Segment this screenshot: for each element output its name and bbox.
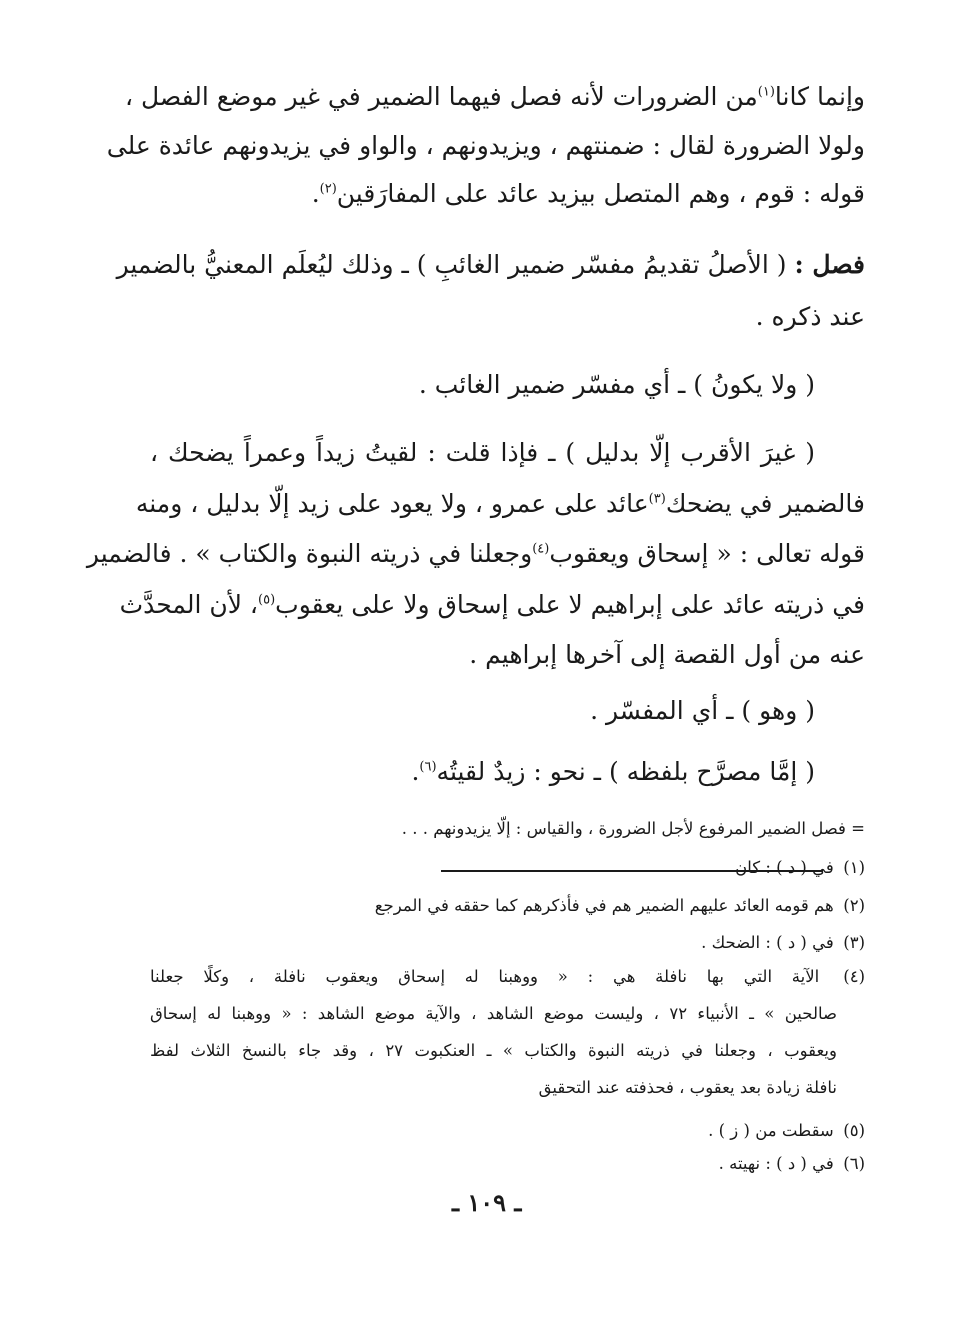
footnote-item-continued: صالحين » ـ الأنبياء ٧٢ ، وليست موضع الشاهد ، والآية موضع الشاهد : « ووهبنا له إسحاق (150, 1004, 838, 1023)
text-line: وإنما كانا$^{(١)}$من الضرورات لأنه فصل فيهما الضمير في غير موضع الفصل ، (124, 82, 865, 111)
footnote-continuation: = فصل الضمير المرفوع لأجل الضرورة ، والقياس : إلّا يزيدونهم . . . (401, 819, 865, 838)
text-line: عنه من أول القصة إلى آخرها إبراهيم . (469, 640, 865, 669)
footnote-item: (٣) في ( د ) : الضحك . (701, 933, 865, 952)
footnote-ref: (٤) (532, 541, 550, 557)
footnote-item: (٥) سقطت من ( ز ) . (708, 1121, 865, 1140)
section-heading-line: فصل : ( الأصلُ تقديمُ مفسّر ضمير الغائبِ ) ـ وذلك ليُعلَم المعنيُّ بالضمير (116, 250, 865, 279)
text-line: في ذريته عائد على إبراهيم لا على إسحاق ولا على يعقوب$^{(٥)}$، لأن المحدَّث (119, 590, 865, 619)
text-line: فالضمير في يضحك$^{(٣)}$عائد على عمرو ، ولا يعود على زيد إلّا بدليل ، ومنه (135, 489, 865, 518)
footnote-item-continued: نافلة زيادة بعد يعقوب ، فحذفته عند التحقيق (538, 1078, 837, 1097)
text-line: ( ولا يكونُ ) ـ أي مفسّر ضمير الغائب . (418, 370, 815, 399)
footnote-item: (١) في ( د ) : كان (735, 858, 865, 877)
footnote-item: (٢) هم قومه العائد عليهم الضمير هم في فأذكرهم كما حققه في المرجع (374, 896, 865, 915)
page-number: ـ ١٠٩ ـ (452, 1188, 522, 1217)
footnote-item-continued: ويعقوب ، وجعلنا في ذريته النبوة والكتاب » ـ العنكبوت ٢٧ ، وقد جاء بالنسخ الثلاث لفظ (150, 1041, 837, 1060)
text-line: ( غيرَ الأقرب إلّا بدليل ) ـ فإذا قلت : لقيتُ زيداً وعمراً يضحك ، (150, 438, 815, 467)
footnote-ref: (٢) (319, 181, 337, 197)
footnote-ref: (٣) (648, 491, 666, 507)
footnote-item: (٦) في ( د ) : نهيته . (718, 1154, 865, 1173)
text-line: عند ذكره . (755, 302, 865, 331)
footnote-item: (٤) الآية التي بها نافلة هي : « ووهبنا له إسحاق ويعقوب نافلة ، وكلًا جعلنا (150, 967, 865, 986)
text-line: ( وهو ) ـ أي المفسّر . (590, 696, 815, 725)
text-line: ولولا الضرورة لقال : ضمنتهم ، ويزيدونهم ، والواو في يزيدونهم عائدة على (106, 131, 865, 160)
text-line: قوله تعالى : « إسحاق ويعقوب$^{(٤)}$وجعلنا في ذريته النبوة والكتاب » . فالضمير (86, 539, 865, 568)
section-label: فصل : (794, 250, 865, 279)
footnote-ref: (٦) (419, 759, 437, 775)
footnote-ref: (١) (757, 84, 775, 100)
text-line: قوله : قوم ، وهم المتصل بيزيد عائد على المفارَقين$^{(٢)}$. (311, 179, 865, 208)
footnote-ref: (٥) (258, 592, 276, 608)
text-line: ( إمَّا مصرَّح بلفظه ) ـ نحو : زيدٌ لقيتُه$^{(٦)}$. (411, 757, 815, 786)
